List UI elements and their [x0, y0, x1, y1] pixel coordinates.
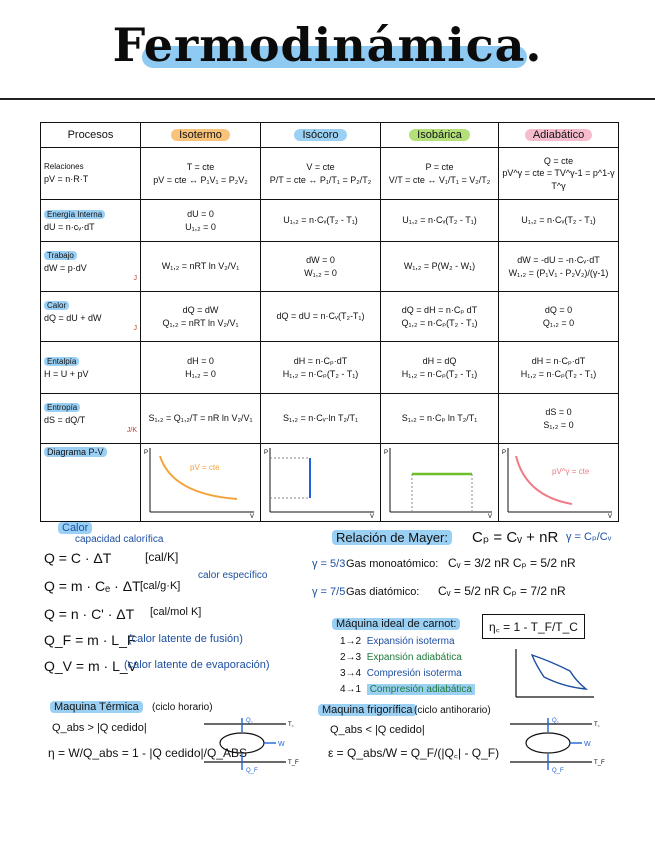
- pv-diagram-isobarica: [381, 444, 499, 522]
- table-header-row: [41, 123, 619, 148]
- row-label-relaciones: Relaciones pV = n·R·T: [41, 148, 141, 200]
- carnot-step: 3→4 Compresión isoterma: [340, 668, 462, 679]
- calor-formula-2: Q = m · Cₑ · ΔT: [44, 578, 141, 594]
- carnot-step: 4→1 Compresión adiabática: [340, 684, 475, 700]
- table-cell: U₁,₂ = n·Cᵥ(T₂ - T₁): [499, 200, 619, 242]
- calor-heading: Calor: [58, 522, 92, 534]
- termica-heading: Maquina Térmica: [50, 701, 143, 713]
- table-cell: dQ = dH = n·Cₚ dT Q₁,₂ = n·Cₚ(T₂ - T₁): [381, 292, 499, 342]
- title-divider: [0, 98, 655, 100]
- svg-text:P: P: [143, 450, 148, 456]
- svg-text:pV = cte: pV = cte: [189, 463, 220, 472]
- gamma-di: γ = 7/5: [312, 586, 346, 598]
- svg-text:pV^γ = cte: pV^γ = cte: [551, 467, 589, 476]
- table-row: [41, 444, 619, 522]
- table-cell: U₁,₂ = n·Cᵥ(T₂ - T₁): [261, 200, 381, 242]
- mayer-equation: Cₚ = Cᵥ + nR: [472, 529, 559, 546]
- svg-text:V: V: [487, 514, 492, 518]
- svg-text:T꜀: T꜀: [288, 722, 294, 728]
- svg-text:P: P: [263, 450, 268, 456]
- table-cell: dQ = dW Q₁,₂ = nRT ln V₂/V₁: [141, 292, 261, 342]
- calor-capacidad: capacidad calorífica: [75, 534, 164, 545]
- table-cell: dS = 0 S₁,₂ = 0: [499, 394, 619, 444]
- table-row: [41, 242, 619, 292]
- svg-text:P: P: [383, 450, 388, 456]
- table-cell: S₁,₂ = n·Cᵥ·ln T₂/T₁: [261, 394, 381, 444]
- table-cell: dH = dQ H₁,₂ = n·Cₚ(T₂ - T₁): [381, 342, 499, 394]
- pv-diagram-adiabatico: [499, 444, 619, 522]
- table-row: [41, 292, 619, 342]
- table-cell: P = cte V/T = cte ↔ V₁/T₁ = V₂/T₂: [381, 148, 499, 200]
- svg-text:V: V: [369, 514, 374, 518]
- pv-diagram-isotermo: [141, 444, 261, 522]
- svg-text:Q_F: Q_F: [246, 768, 258, 774]
- svg-text:W: W: [584, 741, 591, 748]
- table-row: [41, 394, 619, 444]
- row-label-trabajo: Trabajo dW = p·dV J: [41, 242, 141, 292]
- pv-diagram-isocoro: [261, 444, 381, 522]
- frigo-l2: ε = Q_abs/W = Q_F/(|Q꜀| - Q_F): [328, 746, 500, 760]
- calor-unit-1: [cal/K]: [145, 550, 179, 564]
- calor-formula-4: Q_F = m · L_F: [44, 632, 136, 648]
- frigo-diagram: [506, 714, 606, 774]
- carnot-step: 2→3 Expansión adiabática: [340, 652, 462, 663]
- pv-isc-svg: [262, 444, 380, 518]
- pv-isb-svg: [382, 444, 498, 518]
- carnot-steps: [340, 636, 475, 700]
- calor-formula-3: Q = n · C' · ΔT: [44, 606, 135, 622]
- gas-di-eq: Cᵥ = 5/2 nR Cₚ = 7/2 nR: [438, 584, 566, 598]
- table-cell: dW = 0 W₁,₂ = 0: [261, 242, 381, 292]
- calor-especifico: calor específico: [198, 570, 268, 581]
- table-cell: W₁,₂ = P(W₂ - W₁): [381, 242, 499, 292]
- calor-unit-3: [cal/mol K]: [150, 606, 202, 618]
- row-label-calor: Calor dQ = dU + dW J: [41, 292, 141, 342]
- frigo-sub: (ciclo antihorario): [414, 705, 491, 716]
- calor-desc-4: (calor latente de fusión): [128, 633, 243, 645]
- mayer-heading: Relación de Mayer:: [332, 530, 452, 545]
- header-isobarica: Isobárica: [381, 123, 499, 148]
- svg-text:Q꜀: Q꜀: [552, 718, 559, 724]
- termica-sub: (ciclo horario): [152, 702, 213, 713]
- gamma-mono: γ = 5/3: [312, 558, 346, 570]
- table-cell: U₁,₂ = n·Cᵥ(T₂ - T₁): [381, 200, 499, 242]
- table-cell: dW = -dU = -n·Cᵥ·dT W₁,₂ = (P₁V₁ - P₂V₂)/(γ-1): [499, 242, 619, 292]
- frigo-l1: Q_abs < |Q cedido|: [330, 724, 425, 736]
- termica-l2: η = W/Q_abs = 1 - |Q cedido|/Q_ABS: [48, 746, 247, 760]
- table-cell: W₁,₂ = nRT ln V₂/V₁: [141, 242, 261, 292]
- row-label-entropia: Entropía dS = dQ/T J/K: [41, 394, 141, 444]
- svg-text:V: V: [249, 514, 254, 518]
- title-area: [0, 0, 655, 100]
- table-cell: dU = 0 U₁,₂ = 0: [141, 200, 261, 242]
- row-label-diagrama: Diagrama P-V: [41, 444, 141, 522]
- carnot-heading: Máquina ideal de carnot:: [332, 618, 460, 630]
- table-row: [41, 200, 619, 242]
- row-label-energia: Energía Interna dU = n·cᵥ·dT: [41, 200, 141, 242]
- pv-adi-svg: [500, 444, 618, 518]
- table-cell: dQ = dU = n·Cᵥ(T₂-T₁): [261, 292, 381, 342]
- table-row: [41, 342, 619, 394]
- calor-desc-5: (calor latente de evaporación): [124, 659, 270, 671]
- carnot-step: 1→2 Expansión isoterma: [340, 636, 455, 647]
- calor-formula-5: Q_V = m · L_V: [44, 658, 137, 674]
- svg-text:T_F: T_F: [288, 760, 299, 766]
- termica-diagram: [200, 714, 300, 774]
- table-cell: Q = cte pV^γ = cte = TV^γ-1 = p^1-γ T^γ: [499, 148, 619, 200]
- calor-unit-2: [cal/g·K]: [140, 580, 181, 592]
- process-table: [40, 122, 619, 522]
- mayer-gamma: γ = Cₚ/Cᵥ: [566, 531, 612, 543]
- table-cell: dH = n·Cₚ·dT H₁,₂ = n·Cₚ(T₂ - T₁): [499, 342, 619, 394]
- header-isocoro: Isócoro: [261, 123, 381, 148]
- header-adiabatico: Adiabático: [499, 123, 619, 148]
- carnot-cycle-diagram: [510, 645, 596, 701]
- svg-text:P: P: [501, 450, 506, 456]
- row-label-entalpia: Entalpía H = U + pV: [41, 342, 141, 394]
- svg-text:Q_F: Q_F: [552, 768, 564, 774]
- table-cell: dH = 0 H₁,₂ = 0: [141, 342, 261, 394]
- svg-text:T꜀: T꜀: [594, 722, 600, 728]
- header-isotermo: Isotermo: [141, 123, 261, 148]
- gas-mono-eq: Cᵥ = 3/2 nR Cₚ = 5/2 nR: [448, 556, 576, 570]
- carnot-efficiency: η꜀ = 1 - T_F/T_C: [482, 614, 585, 639]
- header-procesos: Procesos: [41, 123, 141, 148]
- calor-formula-1: Q = C · ΔT: [44, 550, 112, 566]
- table-cell: S₁,₂ = Q₁,₂/T = nR ln V₂/V₁: [141, 394, 261, 444]
- table-row: [41, 148, 619, 200]
- frigo-heading: Maquina frigorífica: [318, 704, 417, 716]
- svg-text:Q꜀: Q꜀: [246, 718, 253, 724]
- pv-iso-svg: [142, 444, 260, 518]
- gas-mono-label: Gas monoatómico:: [346, 558, 439, 570]
- svg-text:V: V: [607, 514, 612, 518]
- table-cell: S₁,₂ = n·Cₚ ln T₂/T₁: [381, 394, 499, 444]
- table-cell: dQ = 0 Q₁,₂ = 0: [499, 292, 619, 342]
- termica-l1: Q_abs > |Q cedido|: [52, 722, 147, 734]
- svg-text:W: W: [278, 741, 285, 748]
- table-cell: dH = n·Cₚ·dT H₁,₂ = n·Cₚ(T₂ - T₁): [261, 342, 381, 394]
- page-title: Fermodinámica.: [112, 18, 543, 72]
- table-cell: V = cte P/T = cte ↔ P₁/T₁ = P₂/T₂: [261, 148, 381, 200]
- table-cell: T = cte pV = cte ↔ P₁V₁ = P₂V₂: [141, 148, 261, 200]
- gas-di-label: Gas diatómico:: [346, 586, 420, 598]
- svg-text:T_F: T_F: [594, 760, 605, 766]
